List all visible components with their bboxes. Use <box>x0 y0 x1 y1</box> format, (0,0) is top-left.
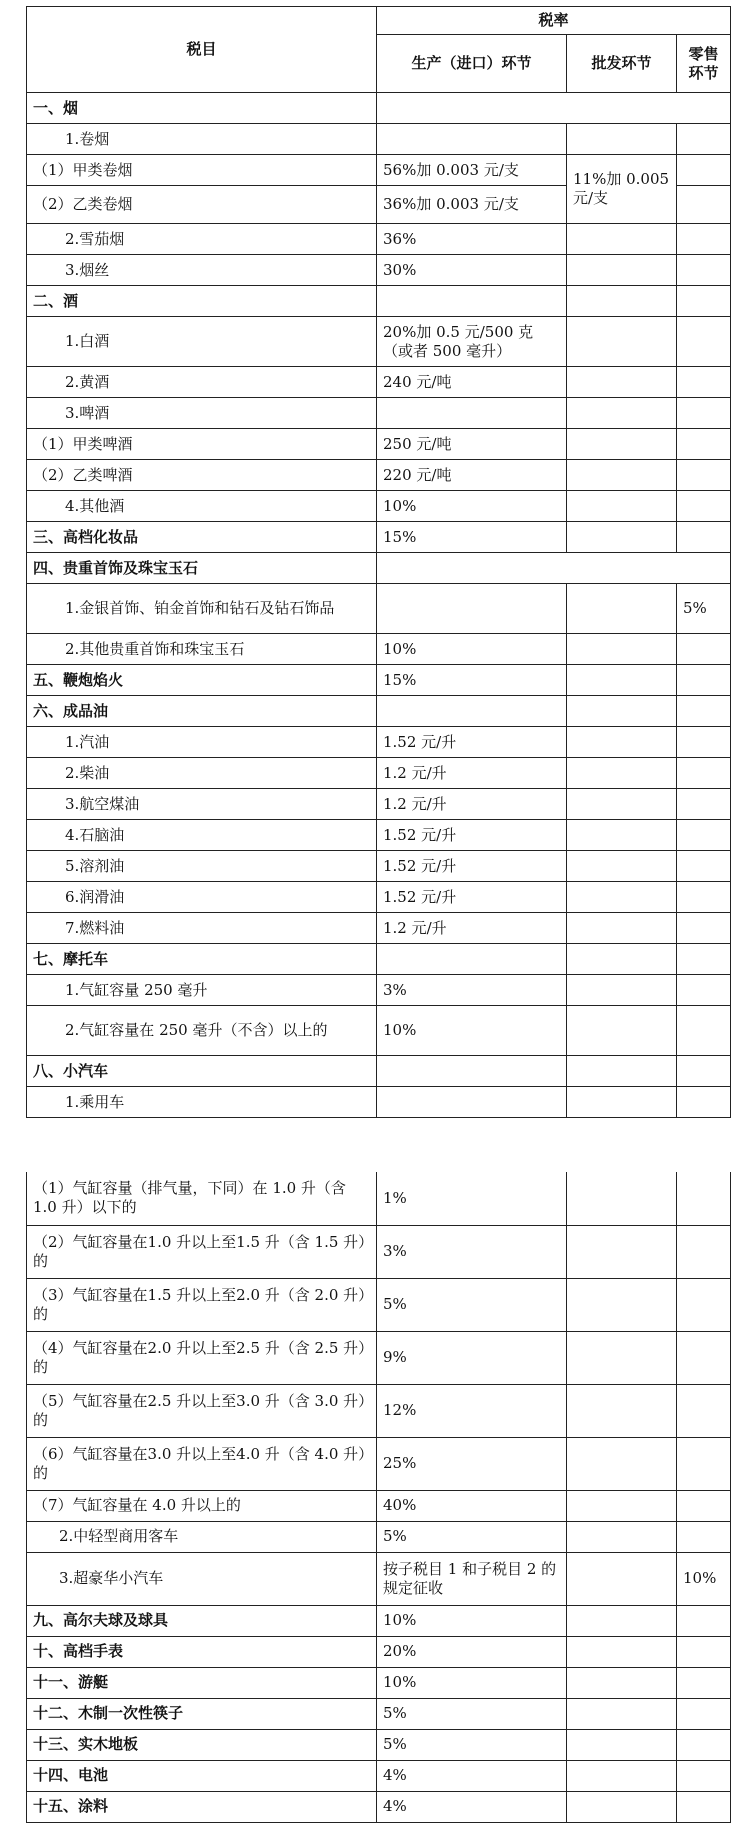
table-row: （2）乙类啤酒 220 元/吨 <box>27 460 731 491</box>
table-row: 七、摩托车 <box>27 944 731 975</box>
table-row: 1.卷烟 <box>27 124 731 155</box>
table-row: 十三、实木地板 5% <box>27 1729 731 1760</box>
table-row: 5.溶剂油 1.52 元/升 <box>27 851 731 882</box>
table-row: （7）气缸容量在 4.0 升以上的 40% <box>27 1490 731 1521</box>
table-row: 六、成品油 <box>27 696 731 727</box>
table-row: （1）气缸容量（排气量，下同）在 1.0 升（含 1.0 升）以下的 1% <box>27 1172 731 1225</box>
table-row: （1）甲类啤酒 250 元/吨 <box>27 429 731 460</box>
table-row: 4.石脑油 1.52 元/升 <box>27 820 731 851</box>
table-row: 2.气缸容量在 250 毫升（不含）以上的 10% <box>27 1006 731 1056</box>
table-row: （6）气缸容量在3.0 升以上至4.0 升（含 4.0 升）的 25% <box>27 1437 731 1490</box>
table-row: （1）甲类卷烟 56%加 0.003 元/支 11%加 0.005 元/支 <box>27 155 731 186</box>
header-rate: 税率 <box>377 7 731 35</box>
table-row: （2）气缸容量在1.0 升以上至1.5 升（含 1.5 升）的 3% <box>27 1225 731 1278</box>
table-row: 1.乘用车 <box>27 1087 731 1118</box>
table-row: 2.黄酒 240 元/吨 <box>27 367 731 398</box>
table-row: 三、高档化妆品 15% <box>27 522 731 553</box>
table-row: 1.白酒 20%加 0.5 元/500 克（或者 500 毫升） <box>27 317 731 367</box>
header-production: 生产（进口）环节 <box>377 35 567 93</box>
table-row: 1.气缸容量 250 毫升 3% <box>27 975 731 1006</box>
table-row: 6.润滑油 1.52 元/升 <box>27 882 731 913</box>
table-row: （4）气缸容量在2.0 升以上至2.5 升（含 2.5 升）的 9% <box>27 1331 731 1384</box>
table-row: 2.其他贵重首饰和珠宝玉石 10% <box>27 634 731 665</box>
table-row: 4.其他酒 10% <box>27 491 731 522</box>
table-row: 3.超豪华小汽车 按子税目 1 和子税目 2 的规定征收 10% <box>27 1552 731 1605</box>
cigarette-wholesale-rate: 11%加 0.005 元/支 <box>567 155 677 224</box>
table-row: 2.中轻型商用客车 5% <box>27 1521 731 1552</box>
table-row: 3.航空煤油 1.2 元/升 <box>27 789 731 820</box>
table-row: 十、高档手表 20% <box>27 1636 731 1667</box>
table-row: 1.金银首饰、铂金首饰和钻石及钻石饰品 5% <box>27 584 731 634</box>
header-retail: 零售环节 <box>677 35 731 93</box>
header-item: 税目 <box>27 7 377 93</box>
header-wholesale: 批发环节 <box>567 35 677 93</box>
table-row: 一、烟 <box>27 93 731 124</box>
tax-rate-table-part2 <box>26 1172 731 1823</box>
table-row: 十一、游艇 10% <box>27 1667 731 1698</box>
table-row: 十五、涂料 4% <box>27 1791 731 1822</box>
table-row: 3.啤酒 <box>27 398 731 429</box>
table-row: 7.燃料油 1.2 元/升 <box>27 913 731 944</box>
table-row: 十四、电池 4% <box>27 1760 731 1791</box>
table-row: 1.汽油 1.52 元/升 <box>27 727 731 758</box>
tax-rate-table-part1 <box>26 6 731 1118</box>
table-row: （3）气缸容量在1.5 升以上至2.0 升（含 2.0 升）的 5% <box>27 1278 731 1331</box>
table-row: 九、高尔夫球及球具 10% <box>27 1605 731 1636</box>
table-row: 3.烟丝 30% <box>27 255 731 286</box>
table-row: （5）气缸容量在2.5 升以上至3.0 升（含 3.0 升）的 12% <box>27 1384 731 1437</box>
table-row: 四、贵重首饰及珠宝玉石 <box>27 553 731 584</box>
table-row: 2.柴油 1.2 元/升 <box>27 758 731 789</box>
table-row: （2）乙类卷烟 36%加 0.003 元/支 <box>27 186 731 224</box>
table-row: 2.雪茄烟 36% <box>27 224 731 255</box>
table-row: 十二、木制一次性筷子 5% <box>27 1698 731 1729</box>
table-row: 八、小汽车 <box>27 1056 731 1087</box>
table-row: 五、鞭炮焰火 15% <box>27 665 731 696</box>
table-row: 二、酒 <box>27 286 731 317</box>
